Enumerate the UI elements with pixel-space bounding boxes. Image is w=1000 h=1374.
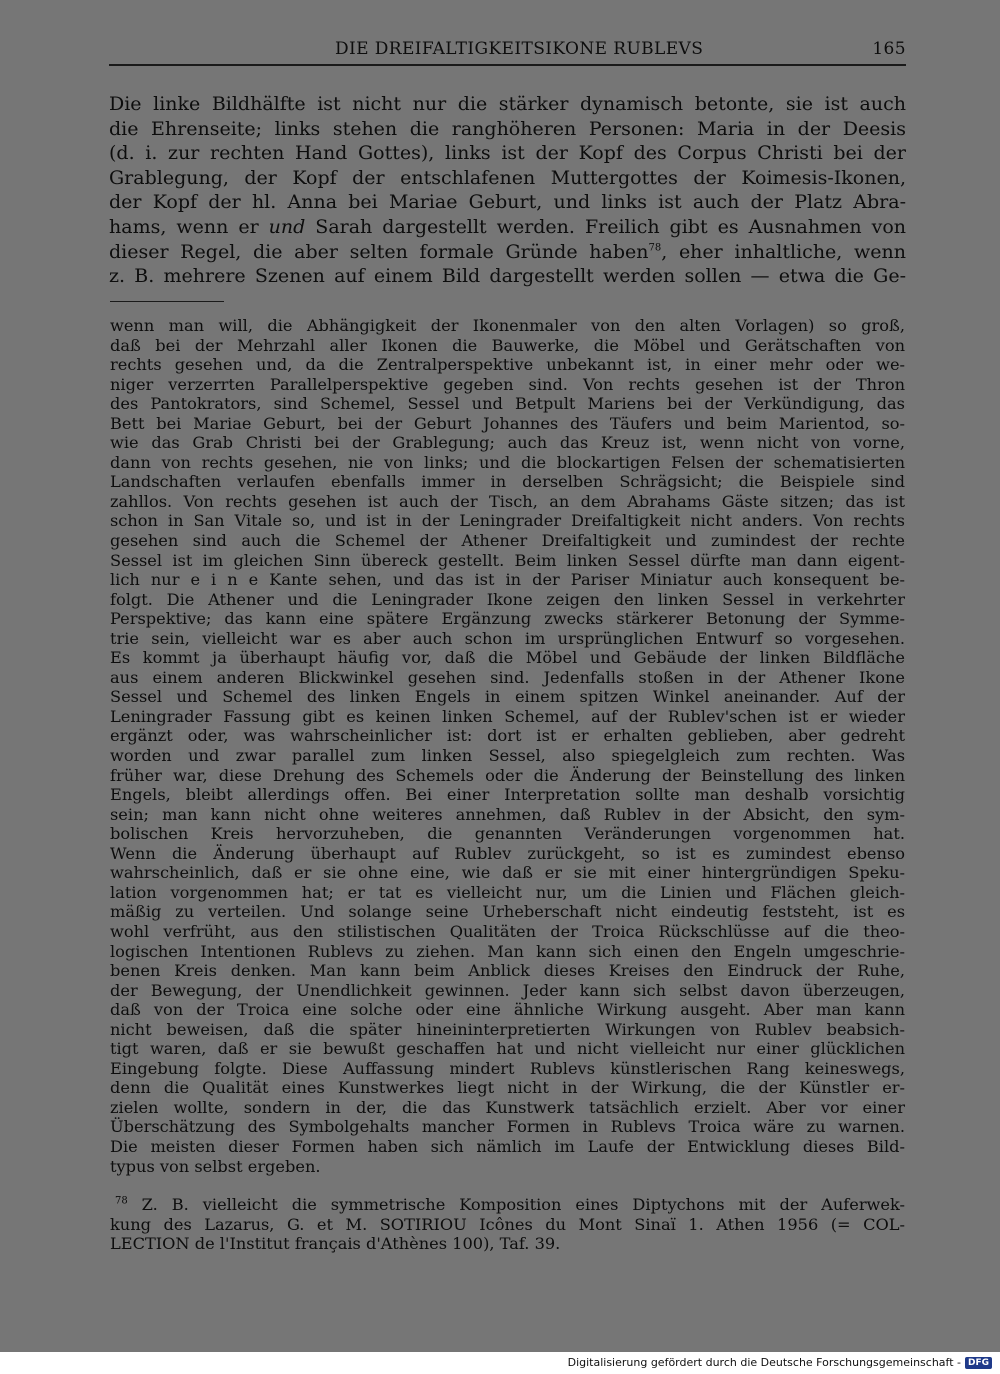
footnote-line: Die meisten dieser Formen haben sich nämlich im Laufe der Entwicklung dieses Bild-	[110, 1136, 905, 1156]
footnote-line: mäßig zu verteilen. Und solange seine Urheberschaft nicht eindeutig feststeht, ist es	[110, 902, 905, 922]
body-line: Grablegung, der Kopf der entschlafenen Muttergottes der Koimesis-Ikonen,	[109, 166, 906, 189]
footnote-line: bolischen Kreis hervorzuheben, die genannten Veränderungen vorgenommen hat.	[110, 824, 905, 844]
footnote-line: Eingebung folgte. Diese Auffassung mindert Rublevs künstlerischen Rang keineswegs,	[110, 1058, 905, 1078]
footnote-line: folgt. Die Athener und die Leningrader Ikone zeigen den linken Sessel in verkehrter	[110, 589, 905, 609]
footnote-line: zahllos. Von rechts gesehen ist auch der Tisch, an dem Abrahams Gäste sitzen; das ist	[110, 491, 905, 511]
footnote-line: wahrscheinlich, daß er sie ohne eine, wie daß er sie mit einer hintergründigen Speku-	[110, 863, 905, 883]
running-head	[109, 38, 906, 66]
footnote-line: Sessel und Schemel des linken Engels in einem spitzen Winkel aneinander. Auf der	[110, 687, 905, 707]
footnote-reference[interactable]: 78	[648, 242, 662, 254]
footnote-separator	[110, 301, 224, 302]
footnote-line: daß bei der Mehrzahl aller Ikonen die Bauwerke, die Möbel und Gerätschaften von	[110, 335, 905, 355]
footnote-line: trie sein, vielleicht war es aber auch schon im ursprünglichen Entwurf so vorgesehen.	[110, 628, 905, 648]
footnote-line: lich nur e i n e Kante sehen, und das ist in der Pariser Miniatur auch konsequent be-	[110, 570, 905, 590]
footer	[568, 1356, 992, 1369]
footnote-line: lation vorgenommen hat; er tat es vielleicht nur, um die Linien und Flächen gleich-	[110, 882, 905, 902]
body-line: die Ehrenseite; links stehen die ranghöheren Personen: Maria in der Deesis	[109, 117, 906, 140]
footnote-line: schon in San Vitale so, und ist in der Leningrader Dreifaltigkeit nicht anders. Von rechts	[110, 511, 905, 531]
footnote-line: der Bewegung, der Unendlichkeit gewinnen. Jeder kann sich selbst davon überzeugen,	[110, 980, 905, 1000]
footnote-line: gesehen sind auch die Schemel der Athener Dreifaltigkeit und zumindest der rechte	[110, 531, 905, 551]
footnote-line: wie das Grab Christi bei der Grablegung; auch das Kreuz ist, wenn nicht von vorne,	[110, 433, 905, 453]
footnote-line: Wenn die Änderung überhaupt auf Rublev zurückgeht, so ist es zumindest ebenso	[110, 843, 905, 863]
footnote-line: LECTION de l'Institut français d'Athènes 100), Taf. 39.	[110, 1234, 561, 1254]
footnote-line: typus von selbst ergeben.	[110, 1156, 321, 1176]
footnote-line: Landschaften verlaufen ebenfalls immer in derselben Schrägsicht; die Beispiele sind	[110, 472, 905, 492]
footnote-line: wenn man will, die Abhängigkeit der Ikonenmaler von den alten Vorlagen) so groß,	[110, 316, 905, 335]
body-line: der Kopf der hl. Anna bei Mariae Geburt, und links ist auch der Platz Abra-	[109, 191, 906, 214]
footnote-line: des Pantokrators, sind Schemel, Sessel und Betpult Mariens bei der Verkündigung, das	[110, 394, 905, 414]
footnote-line: logischen Intentionen Rublevs zu ziehen. Man kann sich einen den Engeln umgeschrie-	[110, 941, 905, 961]
footnote-line: Sessel ist im gleichen Sinn übereck gestellt. Beim linken Sessel dürfte man dann eigent-	[110, 550, 905, 570]
page-number: 165	[872, 39, 906, 59]
body-text-run: , eher inhaltliche, wenn	[661, 240, 906, 263]
footnote-line: niger verzerrten Parallelperspektive gegeben sind. Von rechts gesehen ist der Thron	[110, 374, 905, 394]
footnote-line: rechts gesehen und, da die Zentralperspektive unbekannt ist, in einer mehr oder we-	[110, 355, 905, 375]
footnote-line: Es kommt ja überhaupt häufig vor, daß die Möbel und Gebäude der linken Bildfläche	[110, 648, 905, 668]
footnote-line: früher war, diese Drehung des Schemels oder die Änderung der Beinstellung des linken	[110, 765, 905, 785]
body-text-run: Sarah dargestellt werden. Freilich gibt es Ausnahmen von	[305, 215, 906, 238]
footnote-line: kung des Lazarus, G. et M. SOTIRIOU Icônes du Mont Sinaï 1. Athen 1956 (= COL-	[110, 1214, 905, 1234]
footnote-line: ergänzt oder, was wahrscheinlicher ist: dort ist er erhalten geblieben, aber gedreht	[110, 726, 905, 746]
footnote-line: benen Kreis denken. Man kann beim Anblick dieses Kreises den Eindruck der Ruhe,	[110, 961, 905, 981]
footnote-line: worden und zwar parallel zum linken Sessel, also spiegelgleich zum rechten. Was	[110, 746, 905, 766]
footnote-marker: 78	[115, 1195, 128, 1207]
footer-credit: Digitalisierung gefördert durch die Deutsche Forschungsgemeinschaft -	[567, 1356, 961, 1369]
footnote-line: aus einem anderen Blickwinkel gesehen sind. Jedenfalls stoßen in der Athener Ikone	[110, 667, 905, 687]
footnote-line: daß von der Troica eine solche oder eine ähnliche Wirkung ausgeht. Aber man kann	[110, 1000, 905, 1020]
running-title: DIE DREIFALTIGKEITSIKONE RUBLEVS	[335, 39, 704, 59]
body-line	[109, 215, 906, 240]
footnote-line: Bett bei Mariae Geburt, bei der Geburt Johannes des Täufers und beim Marientod, so-	[110, 413, 905, 433]
footnote-line: Leningrader Fassung gibt es keinen linken Schemel, auf der Rublev'schen ist er wieder	[110, 706, 905, 726]
footnote-line: zielen wollte, sondern in der, die das Kunstwerk tatsächlich erzielt. Aber vor einer	[110, 1097, 905, 1117]
footnote-line: tigt waren, daß er sie bewußt geschaffen hat und nicht vielleicht nur einer glücklichen	[110, 1039, 905, 1059]
body-text-run: dieser Regel, die aber selten formale Gründe haben	[109, 240, 649, 263]
footnote-line: wohl verfrüht, aus den stilistischen Qualitäten der Troica Rückschlüsse auf die theo-	[110, 921, 905, 941]
footnote-line: dann von rechts gesehen, nie von links; und die blockartigen Felsen der schematisierten	[110, 452, 905, 472]
footnote-78	[110, 1195, 905, 1254]
footnote-line: Engels, bleibt allerdings offen. Bei einer Interpretation sollte man deshalb vorsichtig	[110, 785, 905, 805]
footnote-line: Überschätzung des Symbolgehalts mancher Formen in Rublevs Troica wäre zu warnen.	[110, 1117, 905, 1137]
footnote-line: Perspektive; das kann eine spätere Ergänzung zwecks stärkerer Betonung der Symme-	[110, 609, 905, 629]
body-line: Die linke Bildhälfte ist nicht nur die stärker dynamisch betonte, sie ist auch	[109, 93, 906, 115]
footnote-line: denn die Qualität eines Kunstwerkes liegt nicht in der Wirkung, die der Künstler er-	[110, 1078, 905, 1098]
footnote-text: Z. B. vielleicht die symmetrische Komposition eines Diptychons mit der Auferwek-	[127, 1195, 905, 1214]
footnote-line: sein; man kann nicht ohne weiteres annehmen, daß Rublev in der Absicht, den sym-	[110, 804, 905, 824]
footnote-line	[110, 1195, 905, 1215]
body-line: (d. i. zur rechten Hand Gottes), links ist der Kopf des Corpus Christi bei der	[109, 142, 906, 165]
body-text	[109, 92, 906, 289]
emphasis-und: und	[268, 215, 306, 238]
body-line	[109, 240, 906, 265]
footnote-line: nicht beweisen, daß die später hineininterpretierten Wirkungen von Rublev beabsich-	[110, 1019, 905, 1039]
body-line: z. B. mehrere Szenen auf einem Bild dargestellt werden sollen — etwa die Ge-	[109, 265, 906, 288]
body-text-run: hams, wenn er	[109, 215, 269, 238]
dfg-logo-icon[interactable]: DFG	[965, 1357, 992, 1369]
footnote-continued	[110, 316, 905, 1176]
